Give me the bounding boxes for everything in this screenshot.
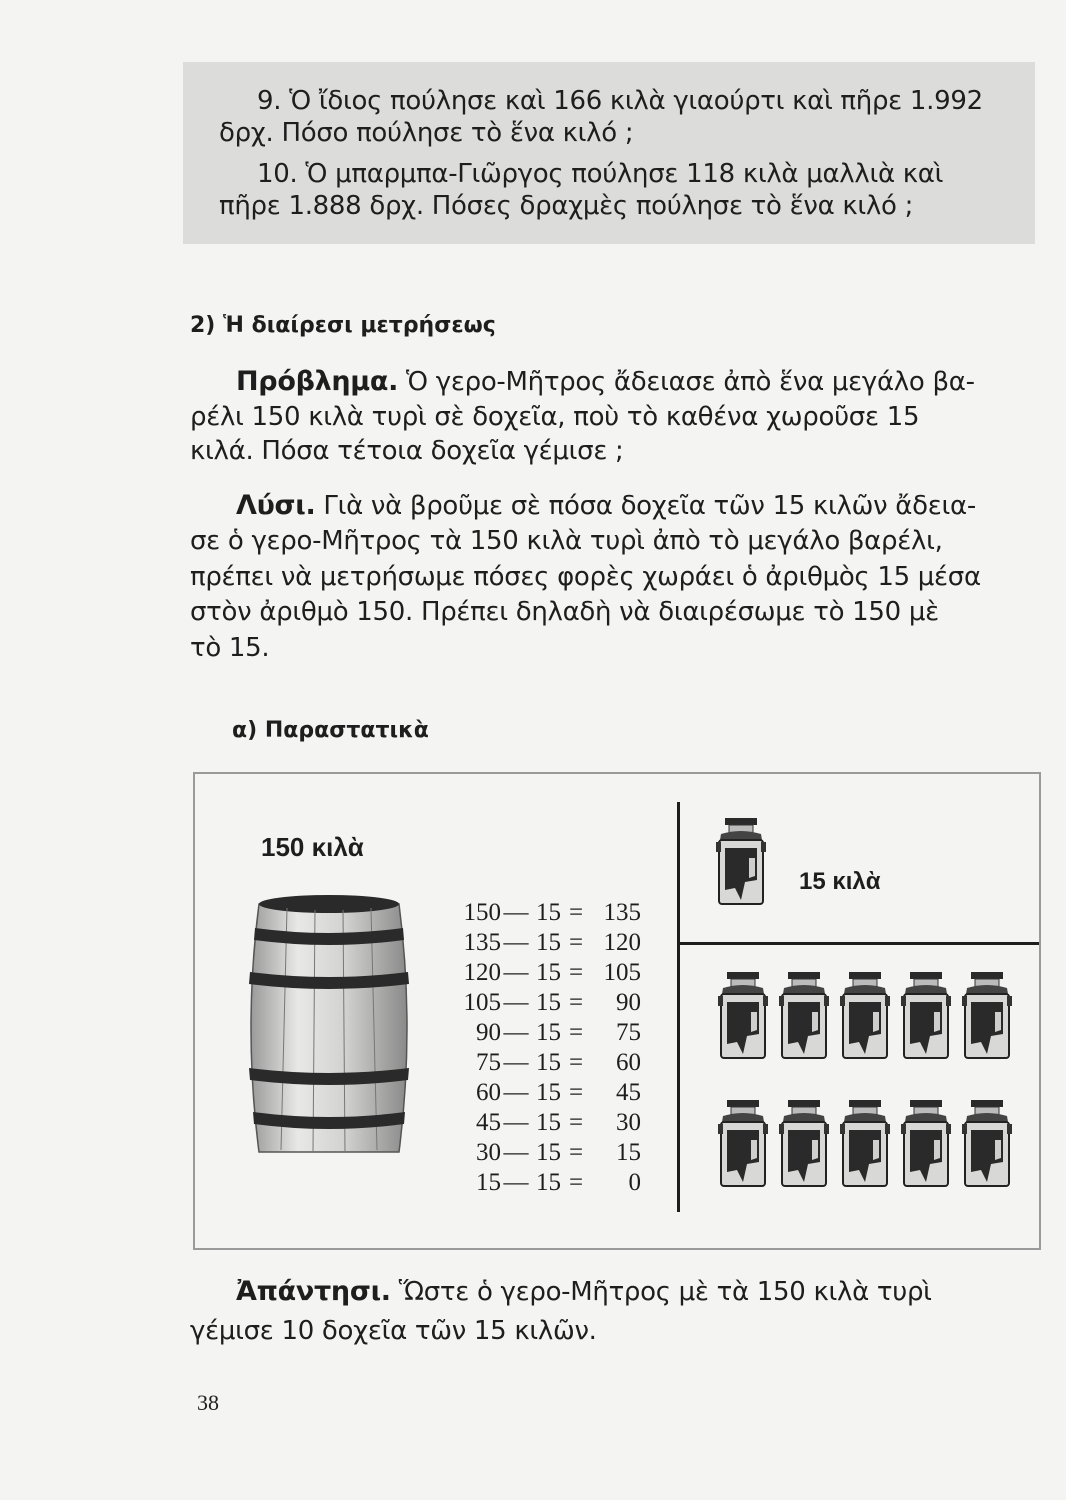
subtraction-a: 135 (463, 929, 501, 956)
exercise-9-line-2: δρχ. Πόσο πούλησε τὸ ἕνα κιλό ; (219, 118, 634, 148)
subtraction-b: 15 (536, 929, 561, 956)
exercise-10-line-2: πῆρε 1.888 δρχ. Πόσες δραχμὲς πούλησε τὸ ἕνα κιλό ; (219, 191, 914, 221)
answer-label: Ἀπάντησι. (236, 1276, 391, 1307)
barrel-label: 150 κιλὰ (261, 832, 364, 862)
problem-line-3: κιλά. Πόσα τέτοια δοχεῖα γέμισε ; (190, 436, 624, 466)
milk-can-icon (839, 972, 891, 1060)
subtraction-row (441, 898, 641, 928)
subtraction-op: — (503, 1049, 529, 1076)
subtraction-op: — (503, 899, 529, 926)
subtraction-row (441, 1078, 641, 1108)
solution-line-1 (236, 490, 976, 522)
milk-can-icon (717, 1100, 769, 1188)
subtraction-a: 15 (476, 1169, 501, 1196)
solution-line-2: σε ὁ γερο-Μῆτρος τὰ 150 κιλὰ τυρὶ ἀπὸ τὸ μεγάλο βαρέλι, (190, 526, 943, 556)
subtraction-b: 15 (536, 1139, 561, 1166)
subtraction-row (441, 1108, 641, 1138)
problem-line-2: ρέλι 150 κιλὰ τυρὶ σὲ δοχεῖα, ποὺ τὸ καθένα χωροῦσε 15 (190, 402, 920, 432)
subtraction-row (441, 1138, 641, 1168)
subtraction-eq: = (568, 1049, 584, 1076)
milk-can-icon (778, 972, 830, 1060)
milk-can-icon (961, 972, 1013, 1060)
subtraction-eq: = (568, 1079, 584, 1106)
answer-text-1: Ὥστε ὁ γερο-Μῆτρος μὲ τὰ 150 κιλὰ τυρὶ (390, 1277, 932, 1307)
barrel-icon (243, 892, 415, 1164)
subtraction-r: 60 (616, 1049, 641, 1076)
subtraction-b: 15 (536, 959, 561, 986)
subtraction-b: 15 (536, 1109, 561, 1136)
subtraction-b: 15 (536, 1169, 561, 1196)
subtraction-op: — (503, 1019, 529, 1046)
subtraction-eq: = (568, 1169, 584, 1196)
subtraction-eq: = (568, 899, 584, 926)
subtraction-row (441, 928, 641, 958)
subtraction-r: 75 (616, 1019, 641, 1046)
subtraction-a: 30 (476, 1139, 501, 1166)
subtraction-r: 135 (603, 899, 641, 926)
subtraction-row (441, 1018, 641, 1048)
subtraction-eq: = (568, 929, 584, 956)
subtraction-r: 0 (628, 1169, 641, 1196)
subtraction-row (441, 1048, 641, 1078)
solution-text-1: Γιὰ νὰ βροῦμε σὲ πόσα δοχεῖα τῶν 15 κιλῶν ἄδεια- (315, 491, 976, 521)
subtraction-r: 120 (603, 929, 641, 956)
subtraction-a: 45 (476, 1109, 501, 1136)
illustration-figure (193, 772, 1041, 1250)
subtraction-r: 45 (616, 1079, 641, 1106)
subtraction-eq: = (568, 1109, 584, 1136)
subtraction-op: — (503, 1079, 529, 1106)
subtraction-a: 60 (476, 1079, 501, 1106)
subtraction-a: 150 (463, 899, 501, 926)
subtraction-b: 15 (536, 1079, 561, 1106)
subtraction-r: 15 (616, 1139, 641, 1166)
subtraction-b: 15 (536, 899, 561, 926)
subtraction-eq: = (568, 959, 584, 986)
page-number: 38 (197, 1390, 219, 1415)
single-can-icon (715, 818, 767, 906)
subtraction-row (441, 988, 641, 1018)
horizontal-divider (679, 942, 1039, 945)
subtraction-row (441, 958, 641, 988)
exercise-9-line-1: 9. Ὁ ἴδιος πούλησε καὶ 166 κιλὰ γιαούρτι καὶ πῆρε 1.992 (257, 86, 983, 116)
milk-can-icon (839, 1100, 891, 1188)
solution-line-4: στὸν ἀριθμὸ 150. Πρέπει δηλαδὴ νὰ διαιρέσωμε τὸ 150 μὲ (190, 597, 939, 627)
subtraction-op: — (503, 959, 529, 986)
subtraction-a: 90 (476, 1019, 501, 1046)
subtraction-b: 15 (536, 989, 561, 1016)
subtraction-a: 75 (476, 1049, 501, 1076)
subtraction-op: — (503, 1169, 529, 1196)
exercise-10-line-1: 10. Ὁ μπαρμπα-Γιῶργος πούλησε 118 κιλὰ μαλλιὰ καὶ (257, 159, 944, 189)
milk-can-icon (900, 1100, 952, 1188)
can-label: 15 κιλὰ (799, 868, 881, 895)
subtraction-row (441, 1168, 641, 1198)
problem-label: Πρόβλημα. (236, 366, 399, 397)
milk-can-icon (961, 1100, 1013, 1188)
subtraction-table (441, 898, 641, 1198)
problem-line-1 (236, 366, 975, 398)
solution-line-5: τὸ 15. (190, 633, 270, 663)
answer-line-2: γέμισε 10 δοχεῖα τῶν 15 κιλῶν. (190, 1316, 597, 1346)
subtraction-eq: = (568, 1019, 584, 1046)
subtraction-r: 105 (603, 959, 641, 986)
subtraction-r: 30 (616, 1109, 641, 1136)
solution-label: Λύσι. (236, 490, 316, 521)
subtraction-b: 15 (536, 1019, 561, 1046)
answer-line-1 (236, 1276, 932, 1308)
subtraction-a: 105 (463, 989, 501, 1016)
subheading: α) Παραστατικὰ (232, 718, 429, 743)
milk-can-icon (900, 972, 952, 1060)
subtraction-eq: = (568, 1139, 584, 1166)
subtraction-b: 15 (536, 1049, 561, 1076)
subtraction-a: 120 (463, 959, 501, 986)
subtraction-eq: = (568, 989, 584, 1016)
subtraction-op: — (503, 929, 529, 956)
milk-can-icon (778, 1100, 830, 1188)
subtraction-op: — (503, 1139, 529, 1166)
milk-can-icon (717, 972, 769, 1060)
subtraction-op: — (503, 1109, 529, 1136)
subtraction-r: 90 (616, 989, 641, 1016)
solution-line-3: πρέπει νὰ μετρήσωμε πόσες φορὲς χωράει ὁ ἀριθμὸς 15 μέσα (190, 562, 981, 592)
subtraction-op: — (503, 989, 529, 1016)
vertical-divider (677, 802, 680, 1212)
problem-text-1: Ὁ γερο-Μῆτρος ἄδειασε ἀπὸ ἕνα μεγάλο βα- (398, 367, 975, 397)
section-heading: 2) Ἡ διαίρεσι μετρήσεως (190, 313, 496, 338)
